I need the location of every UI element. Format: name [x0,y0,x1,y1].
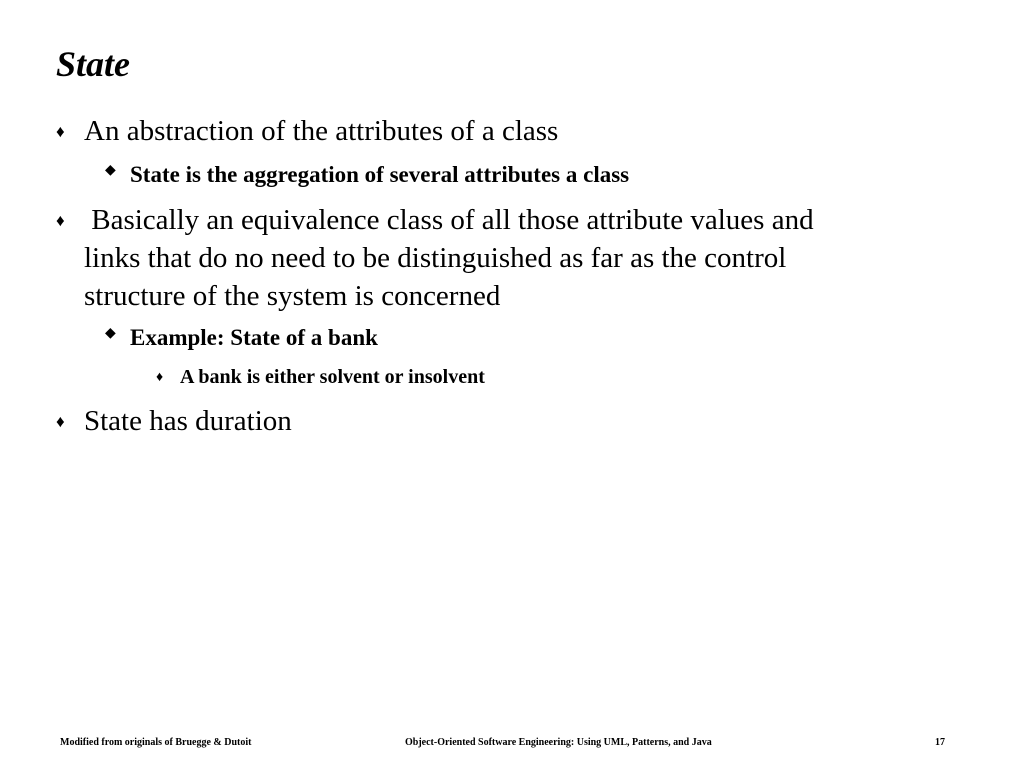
bullet-text-line-1: Basically an equivalence class of all those attribute values and [84,204,814,236]
page-number: 17 [935,737,945,748]
sub-bullet-text: Example: State of a bank [130,325,378,350]
bullet-item-3 [56,402,292,440]
diamond-bullet-icon: ♦ [56,211,65,230]
bullet-item-1 [56,112,559,150]
sub-bullet-item-1-1 [105,160,630,190]
bullet-item-2 [56,201,814,315]
bullet-text-line-2: links that do no need to be distinguished as far as the control [84,242,787,274]
sub-sub-bullet-item-2-1-1 [156,364,485,390]
diamond-bullet-icon: ◆ [105,326,116,341]
diamond-bullet-icon: ♦ [56,122,65,141]
diamond-bullet-icon: ◆ [105,163,116,178]
diamond-bullet-icon: ♦ [56,412,65,431]
sub-bullet-item-2-1 [105,323,378,353]
sub-sub-bullet-text: A bank is either solvent or insolvent [180,366,485,388]
footer-center: Object-Oriented Software Engineering: Using UML, Patterns, and Java [405,737,712,748]
bullet-text: State has duration [84,405,292,437]
diamond-bullet-icon: ♦ [156,370,164,385]
sub-bullet-text: State is the aggregation of several attributes a class [130,162,630,187]
slide-title: State [56,44,131,84]
footer-left: Modified from originals of Bruegge & Dutoit [60,737,252,748]
bullet-text-line-3: structure of the system is concerned [84,280,501,312]
bullet-text: An abstraction of the attributes of a class [84,115,559,147]
